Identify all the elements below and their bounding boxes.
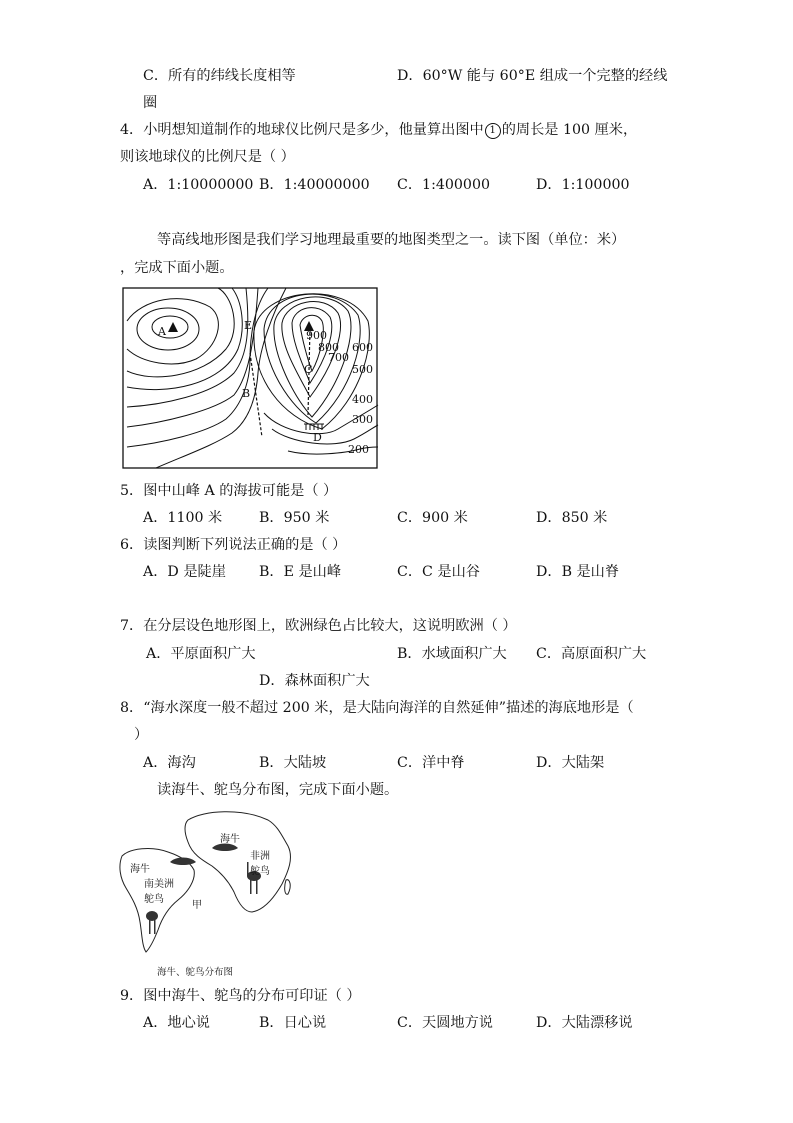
q3-option-d-continuation: 圈 — [143, 95, 158, 111]
q8-option-b[interactable]: B．大陆坡 — [259, 755, 327, 771]
q6-stem: 6．读图判断下列说法正确的是（ ） — [120, 537, 347, 553]
q4-stem-line2: 则该地球仪的比例尺是（ ） — [120, 149, 295, 165]
label-c: C — [304, 363, 313, 376]
q9-option-a[interactable]: A．地心说 — [143, 1015, 210, 1031]
q5-option-c[interactable]: C．900 米 — [397, 510, 468, 526]
q5-option-b[interactable]: B．950 米 — [259, 510, 330, 526]
q4-stem-part2: 的周长是 100 厘米， — [501, 122, 638, 138]
seacow-sa-icon — [170, 858, 196, 866]
label-e: E — [244, 319, 253, 332]
q3-option-c[interactable]: C．所有的纬线长度相等 — [143, 68, 296, 84]
ostrich-sa-icon — [146, 911, 158, 921]
q8-option-c[interactable]: C．洋中脊 — [397, 755, 465, 771]
q9-option-d[interactable]: D．大陆漂移说 — [536, 1015, 633, 1031]
label-seacow-sa: 海牛 — [130, 864, 150, 875]
q4-option-a[interactable]: A．1:10000000 — [143, 177, 254, 193]
label-ostrich-africa: 鸵鸟 — [250, 866, 270, 877]
elev-200: 200 — [348, 443, 369, 456]
elev-600: 600 — [352, 341, 373, 354]
q9-option-b[interactable]: B．日心说 — [259, 1015, 327, 1031]
q7-option-c[interactable]: C．高原面积广大 — [536, 646, 647, 662]
label-africa: 非洲 — [250, 851, 270, 862]
label-b: B — [242, 387, 251, 400]
animal-distribution-map — [112, 806, 302, 956]
q4-option-c[interactable]: C．1:400000 — [397, 177, 491, 193]
animal-map-caption: 海牛、鸵鸟分布图 — [157, 967, 234, 978]
label-seacow-africa: 海牛 — [220, 834, 240, 845]
q6-option-a[interactable]: A．D 是陡崖 — [143, 564, 226, 580]
q6-option-b[interactable]: B．E 是山峰 — [259, 564, 342, 580]
q8-option-a[interactable]: A．海沟 — [143, 755, 196, 771]
q8-stem-line2: ） — [134, 727, 149, 743]
contour-map — [122, 287, 379, 470]
q4-option-b[interactable]: B．1:40000000 — [259, 177, 370, 193]
elev-800: 800 — [318, 341, 339, 354]
q7-option-a[interactable]: A．平原面积广大 — [146, 646, 256, 662]
q9-stem: 9．图中海牛、鸵鸟的分布可印证（ ） — [120, 988, 361, 1004]
elev-500: 500 — [352, 363, 373, 376]
q5-stem: 5．图中山峰 A 的海拔可能是（ ） — [120, 483, 338, 499]
label-d: D — [313, 431, 322, 444]
q9-option-c[interactable]: C．天圆地方说 — [397, 1015, 493, 1031]
q8-stem: 8．“海水深度一般不超过 200 米，是大陆向海洋的自然延伸”描述的海底地形是（ — [120, 700, 634, 716]
label-south-america: 南美洲 — [144, 879, 174, 890]
label-a: A — [158, 325, 166, 338]
label-jia: 甲 — [192, 900, 202, 911]
elev-700: 700 — [328, 351, 349, 364]
q8-option-d[interactable]: D．大陆架 — [536, 755, 605, 771]
intro-contour-line1: 等高线地形图是我们学习地理最重要的地图类型之一。读下图（单位：米） — [157, 232, 626, 248]
elev-400: 400 — [352, 393, 373, 406]
label-ostrich-sa: 鸵鸟 — [144, 894, 164, 905]
q5-option-d[interactable]: D．850 米 — [536, 510, 608, 526]
elev-900: 900 — [306, 329, 327, 342]
q3-option-d[interactable]: D．60°W 能与 60°E 组成一个完整的经线 — [397, 68, 668, 84]
elev-300: 300 — [352, 413, 373, 426]
q7-option-d[interactable]: D．森林面积广大 — [259, 673, 370, 689]
intro-contour-line2: ，完成下面小题。 — [120, 260, 234, 276]
q5-option-a[interactable]: A．1100 米 — [143, 510, 223, 526]
q4-stem-part1: 4．小明想知道制作的地球仪比例尺是多少，他量算出图中 — [120, 122, 484, 138]
circle-number-icon: 1 — [485, 123, 501, 139]
q7-option-b[interactable]: B．水域面积广大 — [397, 646, 507, 662]
q6-option-c[interactable]: C．C 是山谷 — [397, 564, 480, 580]
q6-option-d[interactable]: D．B 是山脊 — [536, 564, 620, 580]
q7-stem: 7．在分层设色地形图上，欧洲绿色占比较大，这说明欧洲（ ） — [120, 618, 517, 634]
intro-animals-line1: 读海牛、鸵鸟分布图，完成下面小题。 — [157, 782, 399, 798]
q4-stem — [120, 120, 637, 140]
q4-option-d[interactable]: D．1:100000 — [536, 177, 630, 193]
